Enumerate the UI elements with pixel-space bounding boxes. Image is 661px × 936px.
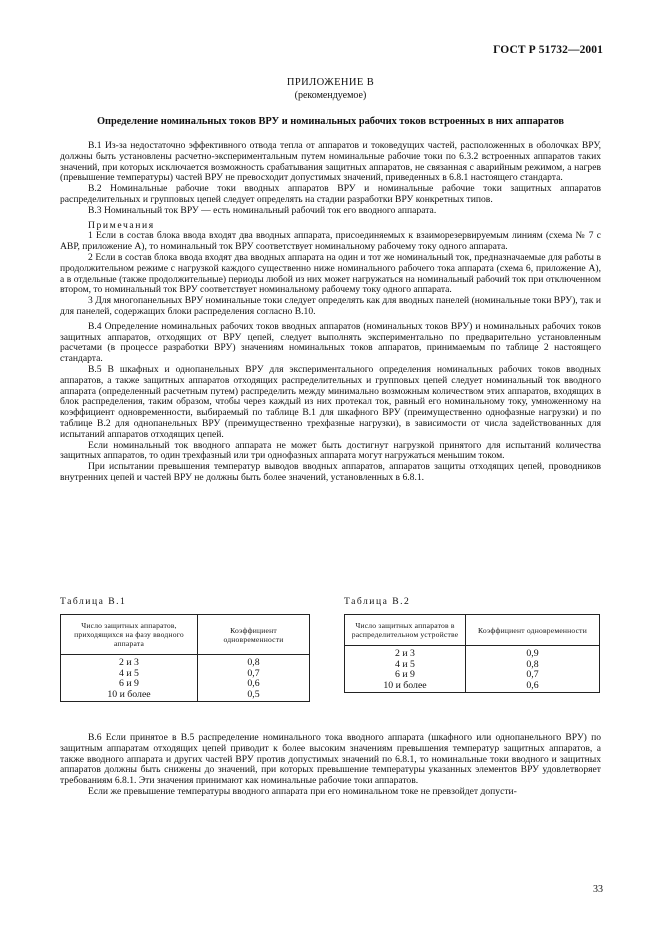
paragraph-b5-tests: При испытании превышения температур выводов вводных аппаратов, аппаратов защиты отходящих цепей, проводников внутренних цепей и частей ВРУ не должны быть более значений, установленных в 6.8.1. [60,461,601,483]
table-cell: 0,9 [466,646,600,660]
note-3: 3 Для многопанельных ВРУ номинальные токи следует определять как для вводных панелей (номинальные токи ВРУ), так и для панелей, содержащих блоки распределения согласно В.10. [60,295,601,317]
table2-caption: Таблица В.2 [344,596,411,607]
page-number: 33 [593,884,603,895]
appendix-title: ПРИЛОЖЕНИЕ В [286,77,375,88]
table-row [61,669,310,680]
paragraph-b6: В.6 Если принятое в В.5 распределение номинального тока вводного аппарата (шкафного или однопанельного ВРУ) по защитным аппаратам отходящих цепей приводит к более высоким значениям превышения температур защитных аппаратов, а также вводного аппарата и других частей ВРУ против допустимых значений по 6.8.1, то номинальные токи вводного и защитных аппаратов должны быть снижены до значений, при которых превышение температуры указанных элементов ВРУ удовлетворяет требованиям 6.8.1. Эти значения принимают как номинальные рабочие токи аппаратов. [60,732,601,787]
appendix-subtitle: (рекомендуемое) [294,90,367,101]
table-cell: 0,7 [466,670,600,681]
paragraph-b5-cont: Если номинальный ток вводного аппарата не может быть достигнут нагрузкой принятого для испытаний количества защитных аппаратов, то один трехфазный или три однофазных аппарата могут нагружаться меньшим током. [60,439,601,462]
table-row [345,681,600,693]
table2-header-count: Число защитных аппаратов в распределительном устройстве [345,615,466,646]
section-heading: Определение номинальных токов ВРУ и номинальных рабочих токов встроенных в них аппаратов [96,116,565,127]
table-b2 [344,614,600,693]
table-cell: 10 и более [61,690,198,702]
table-cell: 10 и более [345,681,466,693]
notes-title: Примечания [88,219,155,231]
table-b1 [60,614,310,702]
table-row [61,690,310,702]
table-row [61,655,310,669]
table-row [61,679,310,690]
paragraph-b3: В.3 Номинальный ток ВРУ — есть номинальный рабочий ток его вводного аппарата. [88,204,437,216]
table-cell: 4 и 5 [61,669,198,680]
table-cell: 6 и 9 [345,670,466,681]
table-cell: 0,6 [198,679,310,690]
table1-header-count: Число защитных аппаратов, приходящихся на фазу вводного аппарата [61,615,198,655]
table-row [345,660,600,671]
paragraph-b4: В.4 Определение номинальных рабочих токов вводных аппаратов (номинальных токов ВРУ) и номинальных рабочих токов защитных аппаратов, отходящих от ВРУ цепей, следует выполнять экспериментально по предварительно установленным расчетами (в процессе разработки ВРУ) значениям номинальных токов аппаратов, принимаемым по таблице 2 настоящего стандарта. [60,320,601,365]
table-row [345,646,600,660]
table-cell: 0,8 [466,660,600,671]
table-cell: 0,5 [198,690,310,702]
paragraph-b2: В.2 Номинальные рабочие токи вводных аппаратов ВРУ и номинальные рабочие токи защитных аппаратов распределительных и групповых цепей следует определять на стадии разработки ВРУ конкретных типов. [60,183,601,205]
paragraph-b5: В.5 В шкафных и однопанельных ВРУ для экспериментального определения номинальных рабочих токов вводных аппаратов, а также защитных аппаратов отходящих распределительных и групповых цепей следует номинальный ток вводного аппарата (определенный расчетным путем) распределить между минимально возможным количеством этих аппаратов, входящих в блок распределения, таким образом, чтобы через каждый из них протекал ток, равный его номинальному току, умноженному на коэффициент одновременности, выбираемый по таблице В.1 для шкафного ВРУ (преимущественно однофазные нагрузки) и по таблице В.2 для однопанельных ВРУ (преимущественно трехфазные нагрузки), в зависимости от числа задействованных для испытаний аппаратов отходящих цепей. [60,363,601,440]
body-text-top [60,141,601,484]
body-text-bottom [60,733,601,798]
table-cell: 2 и 3 [345,646,466,660]
table-cell: 0,6 [466,681,600,693]
table-cell: 0,7 [198,669,310,680]
table2-header-coef: Коэффициент одновременности [466,615,600,646]
note-1: 1 Если в состав блока ввода входят два вводных аппарата, присоединяемых к взаиморезервируемым линиям (схема № 7 с АВР, приложение А), то номинальный ток ВРУ соответствует номинальному рабочему току одного аппарата. [60,230,601,253]
standard-code: ГОСТ Р 51732—2001 [493,44,603,56]
table-cell: 6 и 9 [61,679,198,690]
table-cell: 2 и 3 [61,655,198,669]
paragraph-b1: В.1 Из-за недостаточно эффективного отвода тепла от аппаратов и токоведущих частей, расположенных в оболочках ВРУ, должны быть установлены расчетно-экспериментальным путем номинальные рабочие токи по 6.3.2 встроенных аппаратов таких значений, при которых исключается возможность срабатывания защитных аппаратов, не связанная с аварийным режимом, а нагрев (превышение температуры) частей ВРУ не превосходит допустимых значений, приведенных в 6.8.1 настоящего стандарта. [60,140,601,184]
paragraph-b6-cont: Если же превышение температуры вводного аппарата при его номинальном токе не превзойдет допусти- [88,785,517,797]
table-cell: 0,8 [198,655,310,669]
note-2: 2 Если в состав блока ввода входят два вводных аппарата на один и тот же номинальный ток, предназначаемые для работы в продолжительном режиме с нагрузкой каждого существенно ниже номинального рабочего тока аппарата (схема 6, приложение А), а в отдельные (также продолжительные) периоды любой из них может нагружаться на номинальный рабочий ток при отключенном втором, то номинальный ток ВРУ соответствует номинальному рабочему току одного аппарата. [60,251,601,296]
table1-header-coef: Коэффициент одновременности [198,615,310,655]
table1-caption: Таблица В.1 [60,596,127,607]
table-cell: 4 и 5 [345,660,466,671]
